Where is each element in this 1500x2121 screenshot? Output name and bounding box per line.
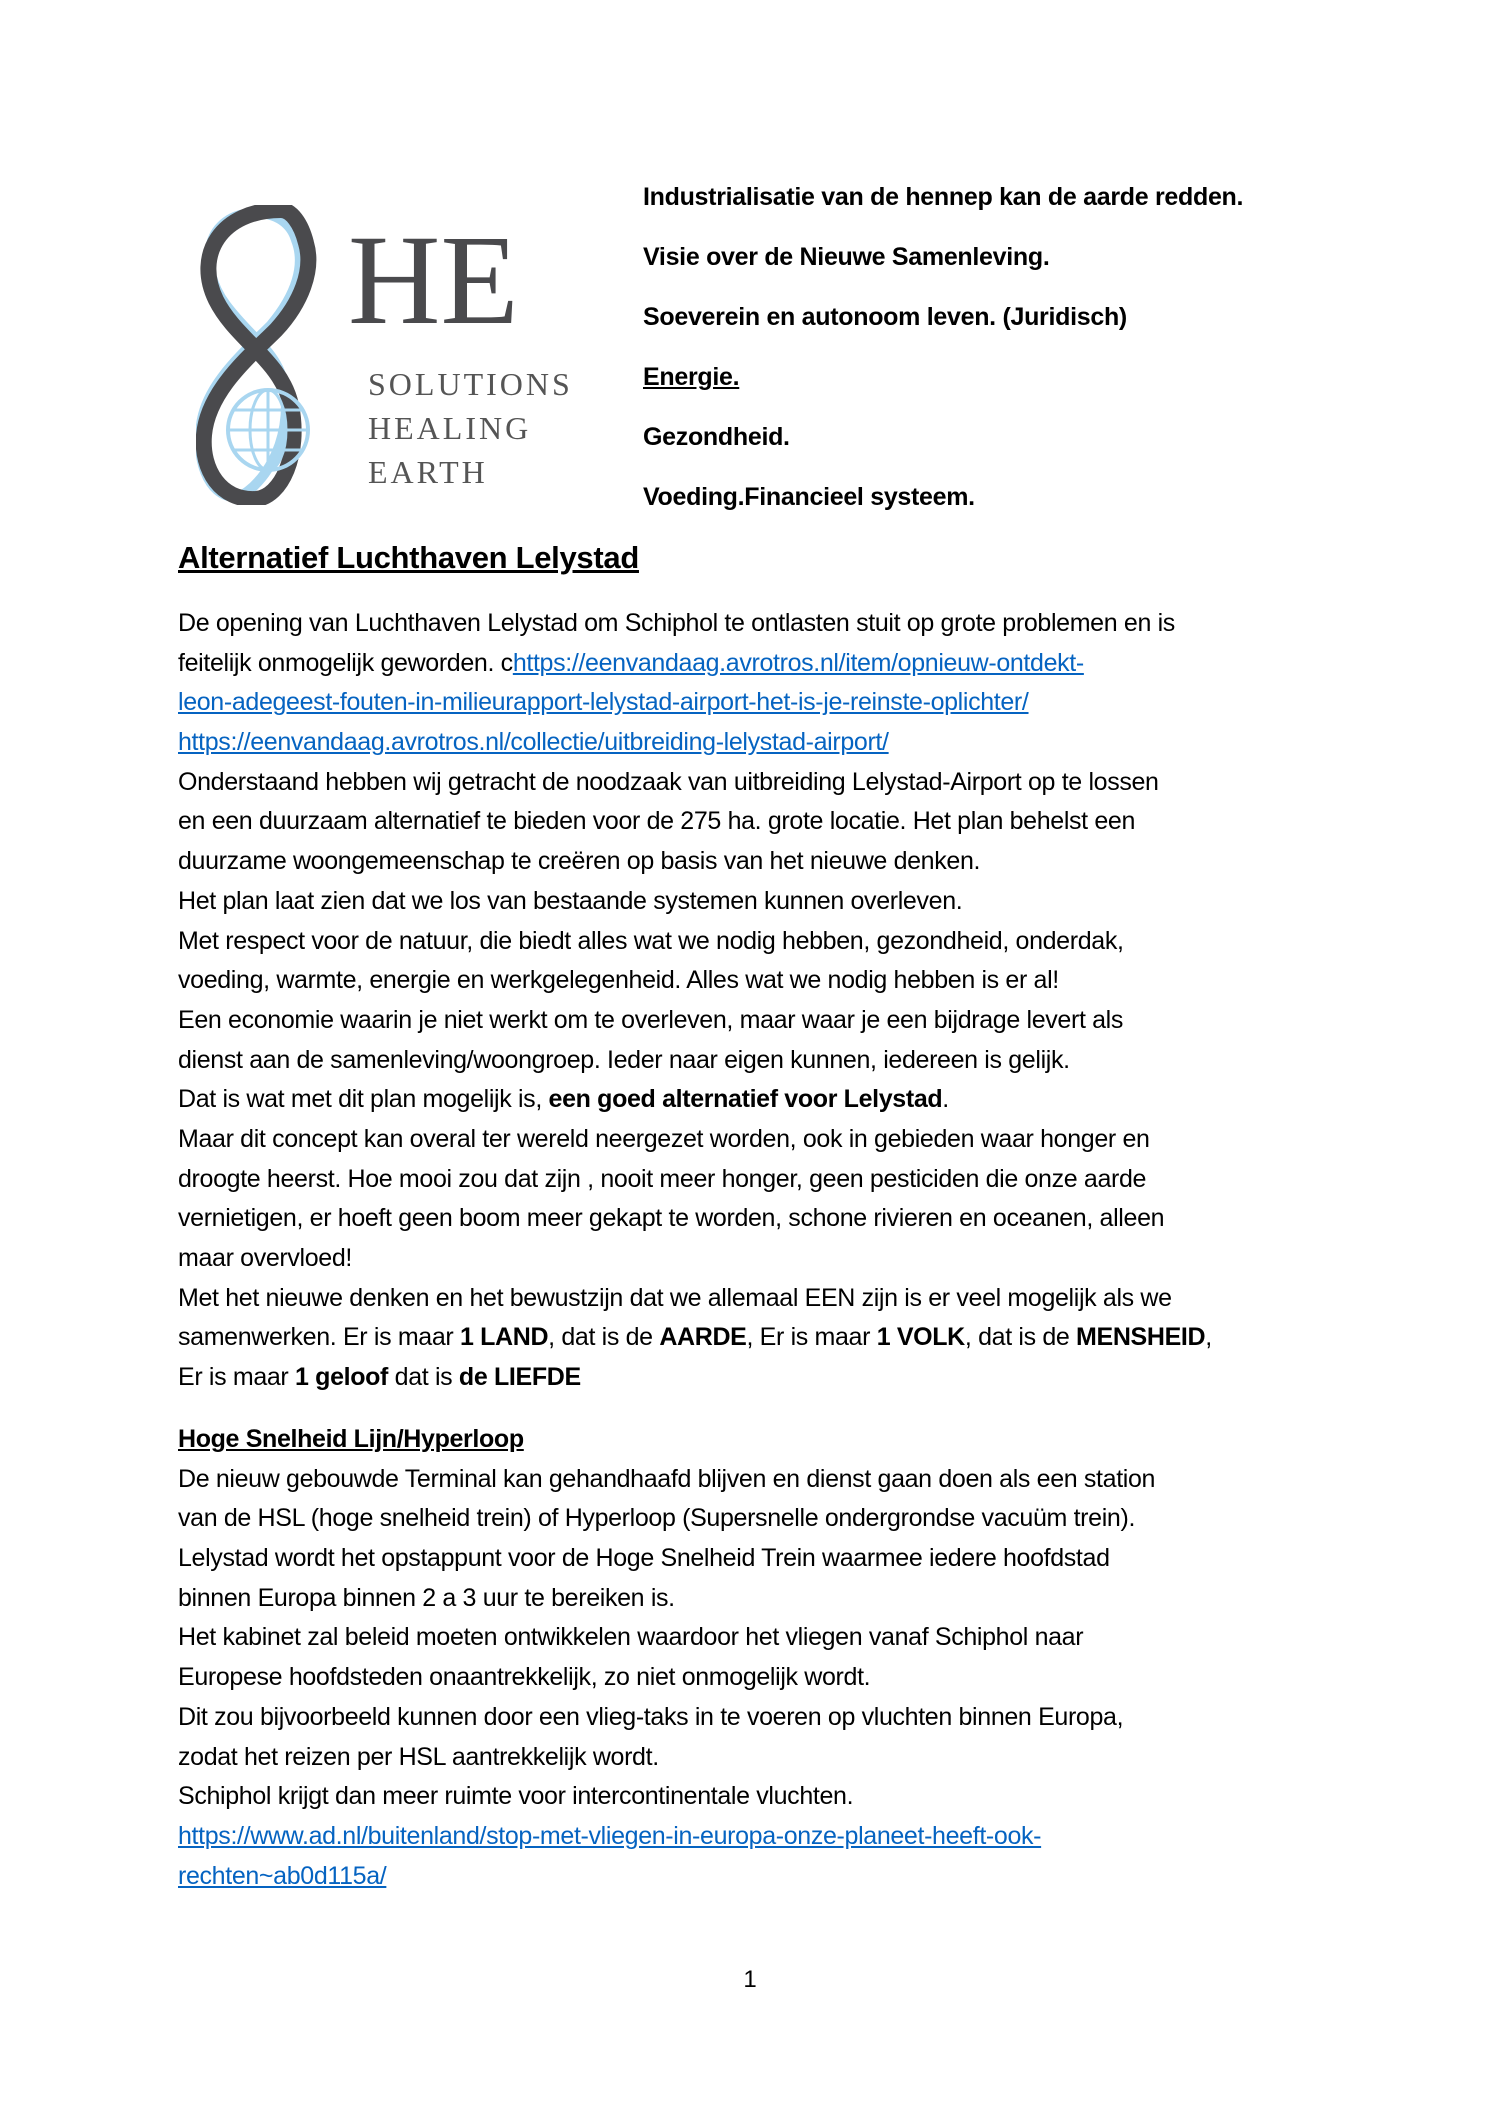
topic-text: Voeding.Financieel systeem. (643, 483, 975, 511)
page-title: Alternatief Luchthaven Lelystad (178, 540, 639, 575)
text: binnen Europa binnen 2 a 3 uur te bereiken is. (178, 1583, 675, 1612)
text: Een economie waarin je niet werkt om te overleven, maar waar je een bijdrage levert als (178, 1005, 1124, 1034)
text-line (178, 604, 1212, 644)
logo-line: EARTH (368, 454, 488, 490)
text-line (178, 1318, 1212, 1358)
text: , (1205, 1323, 1212, 1352)
text: Onderstaand hebben wij getracht de noodzaak van uitbreiding Lelystad-Airport op te lossen (178, 767, 1159, 796)
bold-text: de LIEFDE (458, 1363, 581, 1392)
bold-text: een goed alternatief voor Lelystad (548, 1085, 943, 1114)
text-line (178, 1041, 1212, 1081)
text-line (178, 1460, 1155, 1500)
hyperlink[interactable]: rechten~ab0d115a/ (178, 1861, 387, 1890)
she-logo (196, 205, 626, 505)
topic-text: Visie over de Nieuwe Samenleving. (643, 243, 1050, 271)
text: , dat is de (964, 1323, 1077, 1352)
text-line (178, 1698, 1155, 1738)
text-line (178, 1279, 1212, 1319)
topic-food-finance (643, 477, 1243, 537)
text: en een duurzaam alternatief te bieden voor de 275 ha. grote locatie. Het plan behelst een (178, 807, 1136, 836)
text-line (178, 922, 1212, 962)
text-line (178, 1817, 1155, 1857)
text-line (178, 1738, 1155, 1778)
text-line (178, 1420, 1155, 1460)
logo-line: HEALING (368, 410, 532, 446)
text-line (178, 802, 1212, 842)
topic-list (643, 177, 1243, 537)
text: Het plan laat zien dat we los van bestaande systemen kunnen overleven. (178, 886, 963, 915)
topic-sovereign (643, 297, 1243, 357)
text: Dat is wat met dit plan mogelijk is, (178, 1085, 549, 1114)
text: samenwerken. Er is maar (178, 1323, 460, 1352)
page-number: 1 (743, 1966, 757, 1993)
text-line (178, 1160, 1212, 1200)
text: feitelijk onmogelijk geworden. c (178, 648, 513, 677)
section-hyperloop (178, 1420, 1155, 1896)
text-line (178, 1120, 1212, 1160)
topic-vision (643, 237, 1243, 297)
text: . (942, 1085, 949, 1114)
topic-text: Soeverein en autonoom leven. (Juridisch) (643, 303, 1127, 331)
text-line (178, 1618, 1155, 1658)
text-line (178, 1658, 1155, 1698)
bold-text: MENSHEID (1076, 1323, 1206, 1352)
bold-text: AARDE (659, 1323, 747, 1352)
text: voeding, warmte, energie en werkgelegenheid. Alles wat we nodig hebben is er al! (178, 966, 1059, 995)
topic-text: Industrialisatie van de hennep kan de aarde redden. (643, 183, 1244, 211)
text: , dat is de (548, 1323, 660, 1352)
text-line (178, 1001, 1212, 1041)
text: dat is (388, 1363, 459, 1392)
text: Europese hoofdsteden onaantrekkelijk, zo niet onmogelijk wordt. (178, 1663, 871, 1692)
topic-energy (643, 357, 1243, 417)
text: , Er is maar (746, 1323, 877, 1352)
text-line (178, 1579, 1155, 1619)
text: droogte heerst. Hoe mooi zou dat zijn , nooit meer honger, geen pesticiden die onze aarde (178, 1164, 1147, 1193)
section-heading: Hoge Snelheid Lijn/Hyperloop (178, 1425, 524, 1453)
text: Dit zou bijvoorbeeld kunnen door een vlieg-taks in te voeren op vluchten binnen Europa, (178, 1702, 1124, 1731)
text-line (178, 1199, 1212, 1239)
text-line (178, 1777, 1155, 1817)
topic-text: Gezondheid. (643, 423, 790, 451)
text-line (178, 644, 1212, 684)
text-line (178, 961, 1212, 1001)
text: Het kabinet zal beleid moeten ontwikkelen waardoor het vliegen vanaf Schiphol naar (178, 1623, 1084, 1652)
bold-text: 1 LAND (459, 1323, 549, 1352)
text: Schiphol krijgt dan meer ruimte voor intercontinentale vluchten. (178, 1782, 854, 1811)
text-line (178, 1239, 1212, 1279)
logo-line: SOLUTIONS (368, 366, 573, 402)
text-line (178, 763, 1212, 803)
text: Met respect voor de natuur, die biedt alles wat we nodig hebben, gezondheid, onderdak, (178, 926, 1124, 955)
text-line (178, 683, 1212, 723)
text-line (178, 1499, 1155, 1539)
topic-hemp (643, 177, 1243, 237)
text-line (178, 723, 1212, 763)
text: De nieuw gebouwde Terminal kan gehandhaafd blijven en dienst gaan doen als een station (178, 1464, 1156, 1493)
logo-letters: HE (348, 209, 519, 351)
text-line (178, 1539, 1155, 1579)
hyperlink[interactable]: https://eenvandaag.avrotros.nl/item/opnieuw-ontdekt- (512, 648, 1084, 677)
text: Er is maar (178, 1363, 295, 1392)
logo-figure-eight-globe-icon (196, 205, 626, 505)
text-line (178, 1080, 1212, 1120)
text: zodat het reizen per HSL aantrekkelijk wordt. (178, 1742, 659, 1771)
bold-text: 1 geloof (295, 1363, 389, 1392)
text: van de HSL (hoge snelheid trein) of Hyperloop (Supersnelle ondergrondse vacuüm trein). (178, 1504, 1136, 1533)
bold-text: 1 VOLK (876, 1323, 965, 1352)
text: Maar dit concept kan overal ter wereld neergezet worden, ook in gebieden waar honger en (178, 1124, 1150, 1153)
text: maar overvloed! (178, 1244, 352, 1272)
section-lelystad (178, 604, 1212, 1398)
text-line (178, 1857, 1155, 1897)
text: dienst aan de samenleving/woongroep. Ieder naar eigen kunnen, iedereen is gelijk. (178, 1045, 1070, 1074)
hyperlink[interactable]: leon-adegeest-fouten-in-milieurapport-lelystad-airport-het-is-je-reinste-oplichter/ (178, 688, 1029, 717)
text: De opening van Luchthaven Lelystad om Schiphol te ontlasten stuit op grote problemen en is (178, 609, 1175, 637)
text: Met het nieuwe denken en het bewustzijn dat we allemaal EEN zijn is er veel mogelijk als we (178, 1283, 1172, 1312)
hyperlink[interactable]: https://eenvandaag.avrotros.nl/collectie/uitbreiding-lelystad-airport/ (178, 728, 889, 757)
topic-text: Energie. (643, 363, 740, 391)
text-line (178, 842, 1212, 882)
text: vernietigen, er hoeft geen boom meer gekapt te worden, schone rivieren en oceanen, alleen (178, 1204, 1165, 1233)
text-line (178, 882, 1212, 922)
text-line (178, 1358, 1212, 1398)
text: duurzame woongemeenschap te creëren op basis van het nieuwe denken. (178, 847, 981, 876)
topic-health (643, 417, 1243, 477)
text: Lelystad wordt het opstappunt voor de Hoge Snelheid Trein waarmee iedere hoofdstad (178, 1544, 1110, 1573)
hyperlink[interactable]: https://www.ad.nl/buitenland/stop-met-vliegen-in-europa-onze-planeet-heeft-ook- (178, 1821, 1042, 1850)
